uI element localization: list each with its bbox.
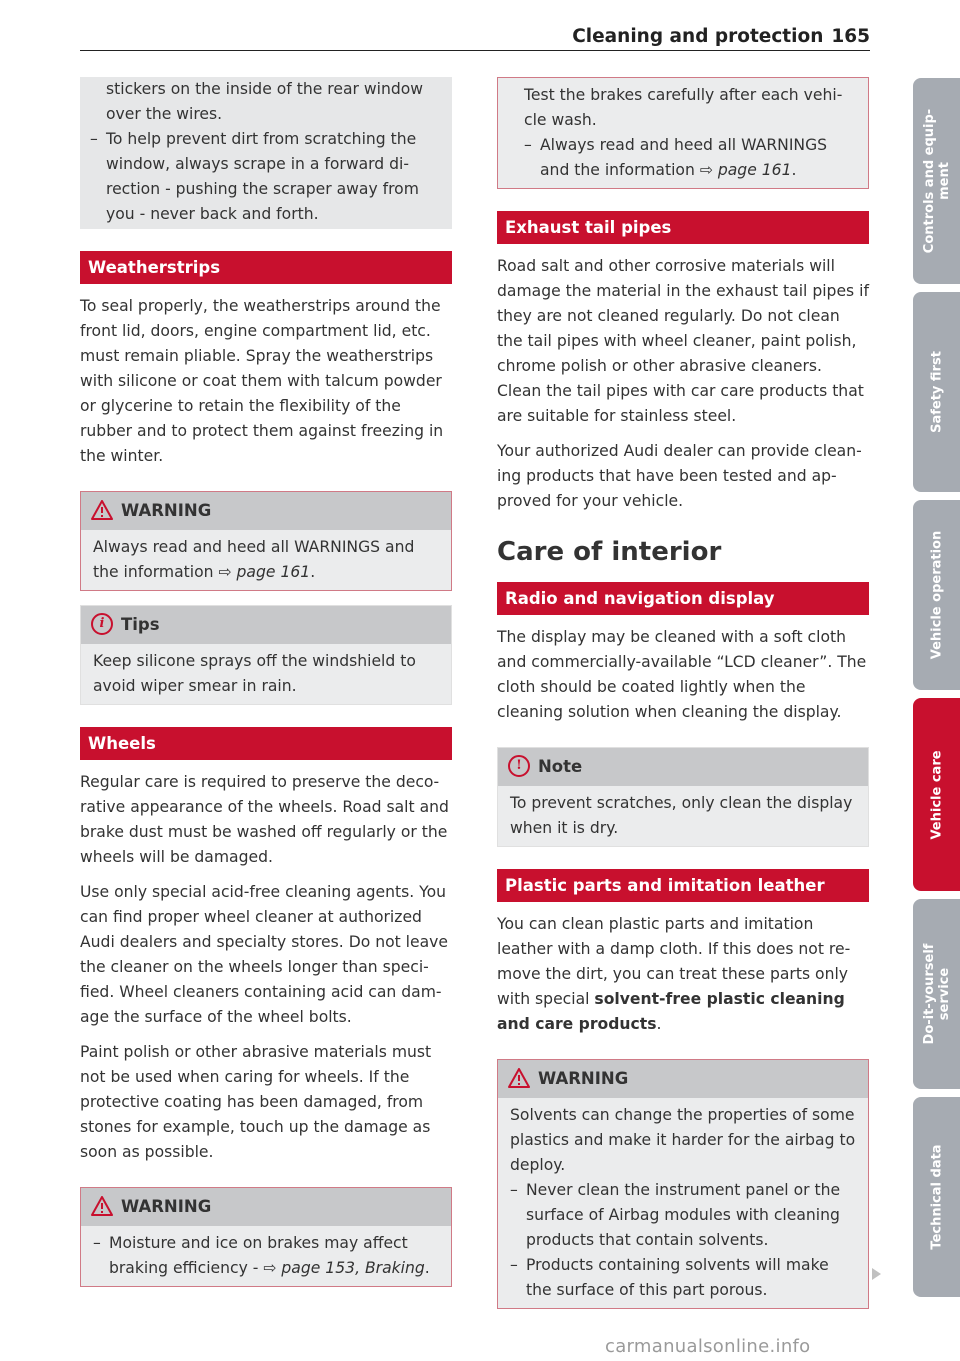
tips-header [81,606,451,644]
wheels-para-1: Regular care is required to preserve the decorative appearance of the wheels. Road salt and brake dust must be washed off regularly or the wheels will be damaged. [80,773,449,866]
tab-label: Technical data [929,1144,944,1250]
note-text: To prevent scratches, only clean the display when it is dry. [510,794,853,837]
tab-label: Do-it-yourself service [921,943,952,1045]
tab-do-it-yourself-service[interactable] [913,899,960,1089]
radio-heading: Radio and navigation display [497,582,869,615]
continued-warning-box [497,77,869,189]
info-icon: i [91,613,113,635]
continued-text: Test the brakes carefully after each vehicle wash. [524,86,843,129]
tab-label: Vehicle care [929,749,944,840]
warning-triangle-icon [91,1196,113,1216]
tips-label: Tips [121,615,160,634]
page-reference[interactable]: ⇨ page 153, Braking [263,1259,425,1277]
warning-intro: Solvents can change the properties of some plastics and make it harder for the airbag to deploy. [510,1106,856,1174]
continued-bullet: – To help prevent dirt from scratching the window, always scrape in a forward direction - pushing the scraper away from you - never back and forth. [90,127,442,227]
radio-text: The display may be cleaned with a soft cloth and commercially-available “LCD cleaner”. The cloth should be coated lightly when the cleaning solution when cleaning the display. [497,628,867,721]
wheels-para-2: Use only special acid-free cleaning agents. You can find proper wheel cleaner at authorized Audi dealers and specialty stores. Do not leave the cleaner on the wheels longer than specified. Wheel cleaners containing acid can damage the surface of the wheel bolts. [80,883,448,1026]
warning-label: WARNING [121,501,212,520]
header-rule [80,50,870,51]
continued-box [80,77,452,229]
warning-bullet: – Products containing solvents will make the surface of this part porous. [510,1253,858,1303]
exclamation-icon: ! [508,755,530,777]
warning-label: WARNING [538,1069,629,1088]
warning-header [81,492,451,530]
exhaust-para-2: Your authorized Audi dealer can provide cleaning products that have been tested and approved for your vehicle. [497,442,862,510]
exhaust-heading: Exhaust tail pipes [497,211,869,244]
plastic-heading: Plastic parts and imitation leather [497,869,869,902]
tips-text: Keep silicone sprays off the windshield to avoid wiper smear in rain. [93,652,416,695]
tab-technical-data[interactable] [913,1097,960,1297]
section-title: Cleaning and protection [572,26,824,47]
tab-vehicle-operation[interactable] [913,500,960,690]
warning-header [498,1060,868,1098]
tab-safety-first[interactable] [913,292,960,492]
warning-triangle-icon [508,1068,530,1088]
tips-box [80,605,452,705]
tab-label: Vehicle operation [929,530,944,660]
exhaust-para-1: Road salt and other corrosive materials will damage the material in the exhaust tail pipes if they are not cleaned regularly. Do not clean the tail pipes with wheel cleaner, paint polish, chrome polish or other abrasive cleaners. Clean the tail pipes with car care products that are suitable for stainless steel. [497,257,869,425]
continue-arrow-icon [872,1268,881,1280]
note-header [498,748,868,786]
tab-label: Safety first [929,351,944,433]
watermark: carmanualsonline.info [605,1336,811,1357]
wheels-para-3: Paint polish or other abrasive materials must not be used when caring for wheels. If the protective coating has been damaged, from stones for example, touch up the damage as soon as possible. [80,1043,432,1161]
warning-box [80,1187,452,1287]
page-reference[interactable]: ⇨ page 161 [699,161,792,179]
care-of-interior-heading: Care of interior [497,537,722,567]
warning-label: WARNING [121,1197,212,1216]
product-emphasis: solvent-free plastic cleaning and care products [497,990,845,1033]
tab-label: Controls and equip- ment [921,108,952,254]
note-label: Note [538,757,583,776]
right-column [497,77,869,1309]
warning-bullet: – Moisture and ice on brakes may affect braking efficiency - ⇨ page 153, Braking. [93,1231,441,1281]
left-column [80,77,452,1287]
continued-text: stickers on the inside of the rear window over the wires. [106,80,424,123]
continued-bullet: – Always read and heed all WARNINGS and the information ⇨ page 161. [524,133,858,183]
wheels-heading: Wheels [80,727,452,760]
warning-bullet: – Never clean the instrument panel or the surface of Airbag modules with cleaning products that contain solvents. [510,1178,858,1253]
warning-header [81,1188,451,1226]
weatherstrips-text: To seal properly, the weatherstrips around the front lid, doors, engine compartment lid, etc. must remain pliable. Spray the weatherstrips with silicone or coat them with talcum powder or glycerine to retain the flexibility of the rubber and to protect them against freezing in the winter. [80,297,444,465]
warning-box [80,491,452,591]
plastic-text: You can clean plastic parts and imitation leather with a damp cloth. If this does not remove the dirt, you can treat these parts only with special solvent-free plastic cleaning and care products. [497,915,851,1033]
weatherstrips-heading: Weatherstrips [80,251,452,284]
running-header [560,24,870,49]
warning-text: Always read and heed all WARNINGS and the information ⇨ page 161. [93,538,415,581]
page-reference[interactable]: ⇨ page 161 [218,563,311,581]
warning-box [497,1059,869,1309]
tab-vehicle-care[interactable] [913,698,960,891]
tab-controls-and-equipment[interactable] [913,78,960,284]
note-box [497,747,869,847]
warning-triangle-icon [91,500,113,520]
page-number: 165 [831,26,870,47]
